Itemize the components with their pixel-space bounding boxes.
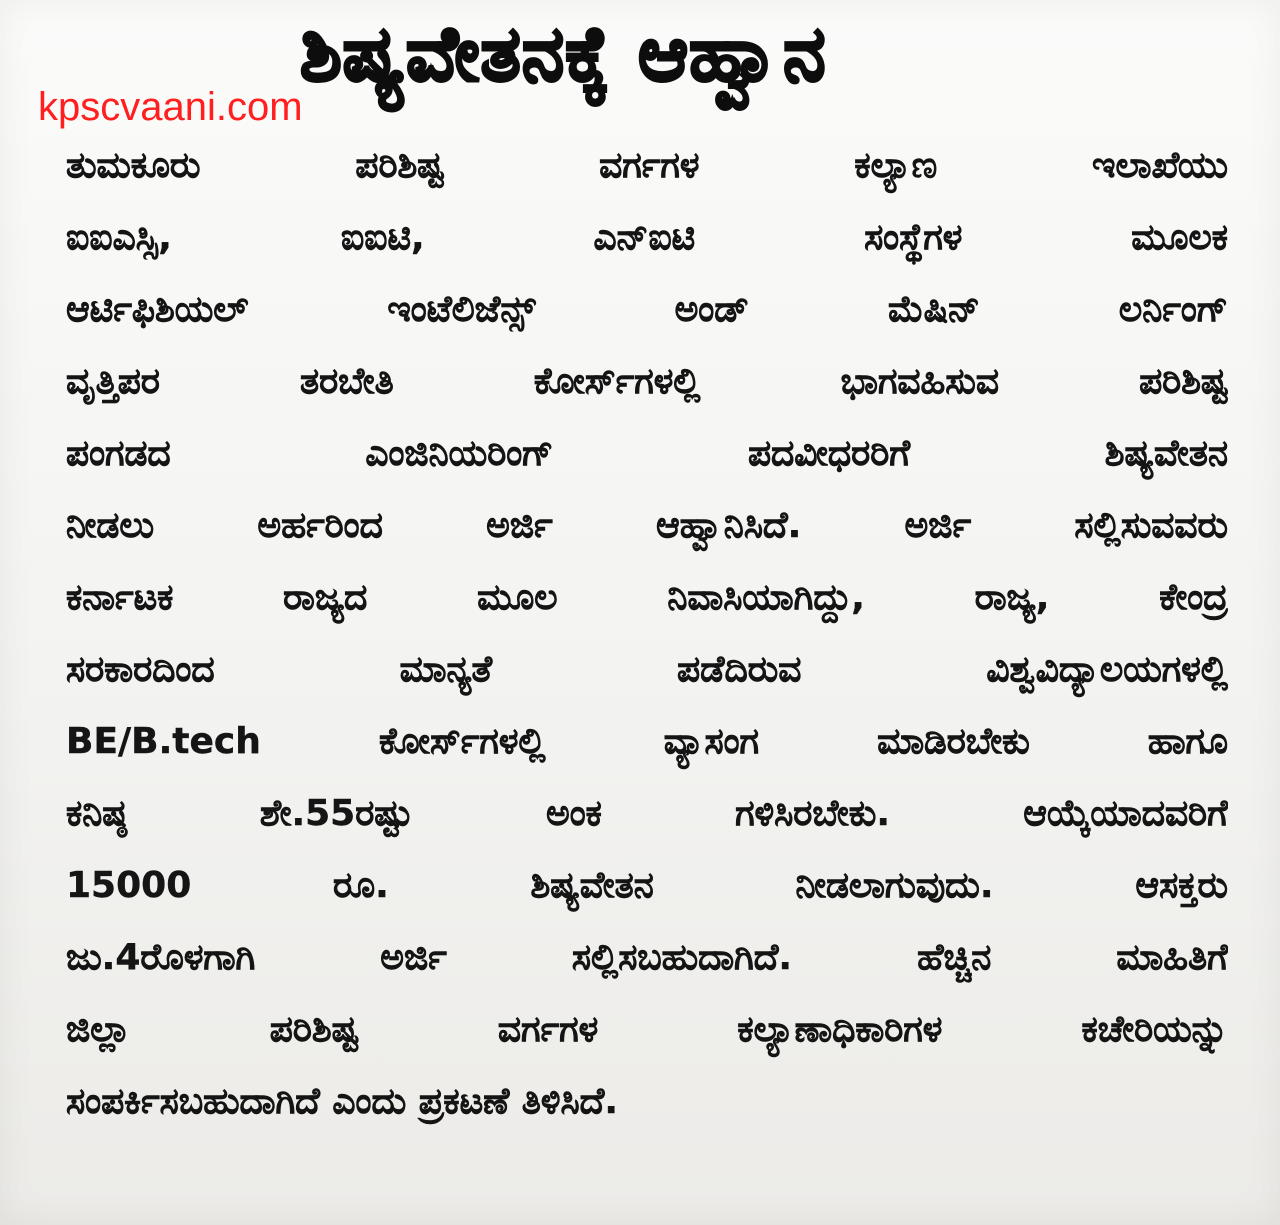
article-line-12: ಜು.4ರೊಳಗಾಗಿ ಅರ್ಜಿ ಸಲ್ಲಿಸಬಹುದಾಗಿದೆ. ಹೆಚ್ಚಿನ ಮಾಹಿತಿಗೆ — [66, 937, 1228, 978]
article-line-7: ಕರ್ನಾಟಕ ರಾಜ್ಯದ ಮೂಲ ನಿವಾಸಿಯಾಗಿದ್ದು, ರಾಜ್ಯ, ಕೇಂದ್ರ — [66, 577, 1228, 618]
article-line-11: 15000 ರೂ. ಶಿಷ್ಯವೇತನ ನೀಡಲಾಗುವುದು. ಆಸಕ್ತರು — [66, 865, 1228, 906]
article-line-14: ಸಂಪರ್ಕಿಸಬಹುದಾಗಿದೆ ಎಂದು ಪ್ರಕಟಣೆ ತಿಳಿಸಿದೆ. — [66, 1081, 618, 1122]
article-line-13: ಜಿಲ್ಲಾ ಪರಿಶಿಷ್ಟ ವರ್ಗಗಳ ಕಲ್ಯಾಣಾಧಿಕಾರಿಗಳ ಕಚೇರಿಯನ್ನು — [66, 1009, 1228, 1050]
article-line-5: ಪಂಗಡದ ಎಂಜಿನಿಯರಿಂಗ್ ಪದವೀಧರರಿಗೆ ಶಿಷ್ಯವೇತನ — [66, 433, 1228, 474]
article-line-3: ಆರ್ಟಿಫಿಶಿಯಲ್ ಇಂಟೆಲಿಜೆನ್ಸ್ ಅಂಡ್ ಮೆಷಿನ್ ಲರ್ನಿಂಗ್ — [66, 289, 1228, 330]
site-watermark: kpscvaani.com — [38, 85, 303, 129]
article-line-9: BE/B.tech ಕೋರ್ಸ್‌ಗಳಲ್ಲಿ ವ್ಯಾಸಂಗ ಮಾಡಿರಬೇಕು ಹಾಗೂ — [66, 721, 1228, 762]
article-line-10: ಕನಿಷ್ಠ ಶೇ.55ರಷ್ಟು ಅಂಕ ಗಳಿಸಿರಬೇಕು. ಆಯ್ಕೆಯಾದವರಿಗೆ — [66, 793, 1228, 834]
article-line-1: ತುಮಕೂರು ಪರಿಶಿಷ್ಟ ವರ್ಗಗಳ ಕಲ್ಯಾಣ ಇಲಾಖೆಯು — [66, 145, 1228, 186]
article-line-4: ವೃತ್ತಿಪರ ತರಬೇತಿ ಕೋರ್ಸ್‌ಗಳಲ್ಲಿ ಭಾಗವಹಿಸುವ ಪರಿಶಿಷ್ಟ — [66, 361, 1228, 402]
article-line-8: ಸರಕಾರದಿಂದ ಮಾನ್ಯತೆ ಪಡೆದಿರುವ ವಿಶ್ವವಿದ್ಯಾಲಯಗಳಲ್ಲಿ — [66, 649, 1228, 690]
article-line-2: ಐಐಎಸ್ಸಿ, ಐಐಟಿ, ಎನ್‌ಐಟಿ ಸಂಸ್ಥೆಗಳ ಮೂಲಕ — [66, 217, 1228, 258]
headline: ಶಿಷ್ಯವೇತನಕ್ಕೆ ಆಹ್ವಾನ — [300, 9, 827, 98]
article-body — [66, 130, 1228, 1138]
article-line-6: ನೀಡಲು ಅರ್ಹರಿಂದ ಅರ್ಜಿ ಆಹ್ವಾನಿಸಿದೆ. ಅರ್ಜಿ ಸಲ್ಲಿಸುವವರು — [66, 505, 1228, 546]
